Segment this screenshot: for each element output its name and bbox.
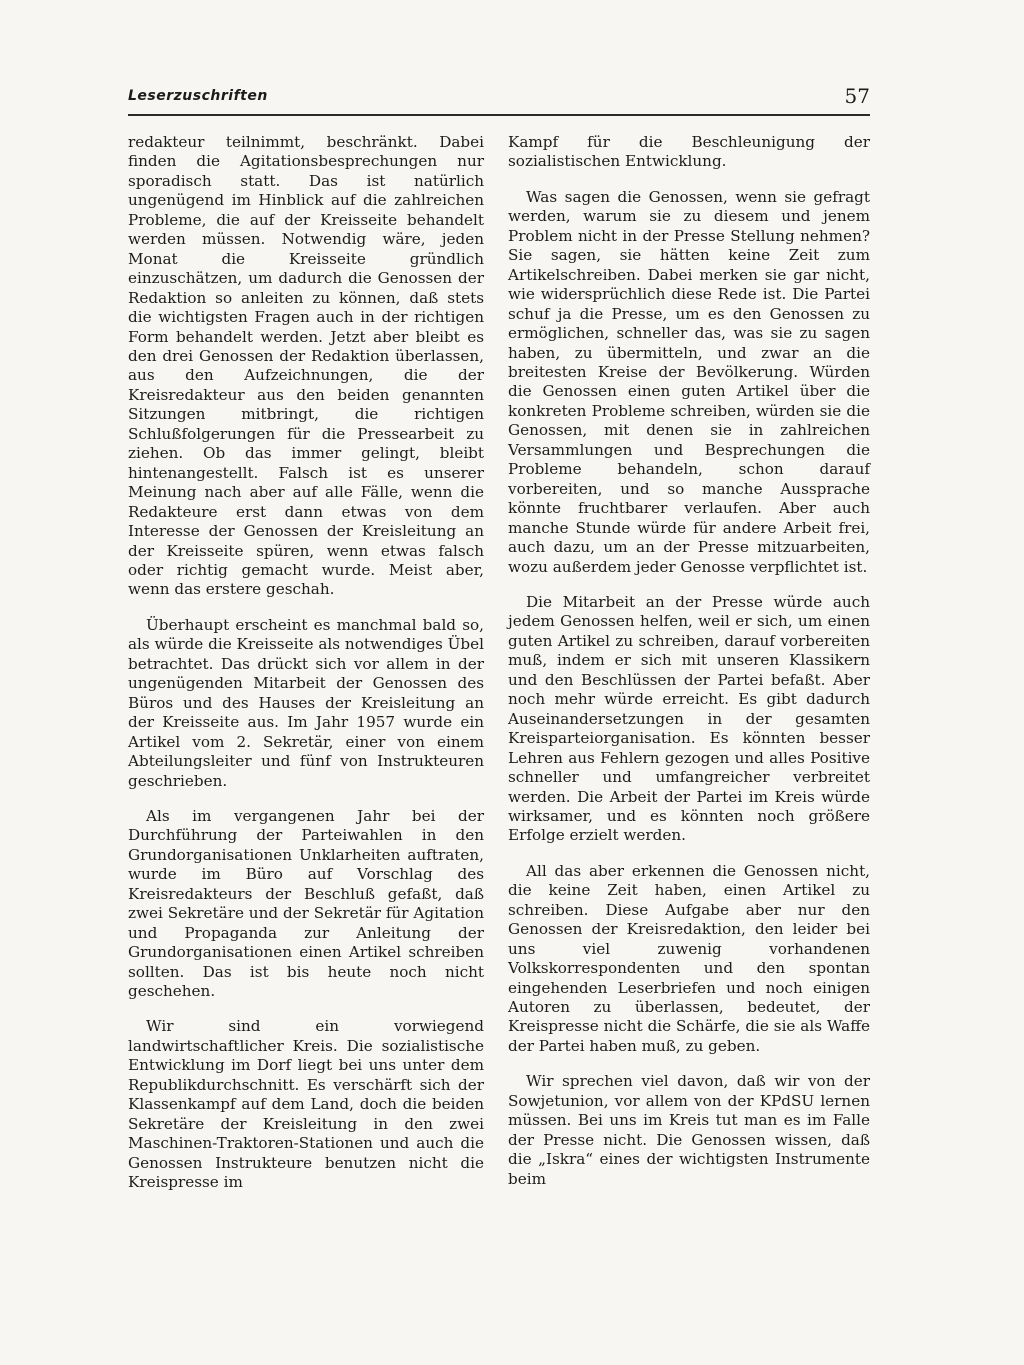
left-paragraph-1: redakteur teilnimmt, beschränkt. Dabei finden die Agitationsbesprechungen nur sporadisch statt. Das ist natürlich ungenügend im Hinblick auf die zahlreichen Probleme, die auf der Kreisseite behandelt werden müssen. Notwendig wäre, jeden Monat die Kreisseite gründlich einzuschätzen, um dadurch die Genossen der Redaktion so anleiten zu können, daß stets die wichtigsten Fragen auch in der richtigen Form behandelt werden. Jetzt aber bleibt es den drei Genossen der Redaktion überlassen, aus den Aufzeichnungen, die der Kreisredakteur aus den beiden genannten Sitzungen mitbringt, die richtigen Schlußfolgerungen für die Pressearbeit zu ziehen. Ob das immer gelingt, bleibt hintenangestellt. Falsch ist es unserer Meinung nach aber auf alle Fälle, wenn die Redakteure erst dann etwas von dem Interesse der Genossen der Kreisleitung an der Kreisseite spüren, wenn etwas falsch oder richtig gemacht wurde. Meist aber, wenn das erstere geschah. bbox=[128, 133, 484, 599]
running-title: Leserzuschriften bbox=[128, 88, 268, 104]
right-paragraph-4: All das aber erkennen die Genossen nicht, die keine Zeit haben, einen Artikel zu schreiben. Diese Aufgabe aber nur den Genossen der Kreisredaktion, den leider bei uns viel zuwenig vorhandenen Volkskorrespondenten und den spontan eingehenden Leserbriefen und noch einigen Autoren zu überlassen, bedeutet, der Kreispresse nicht die Schärfe, die sie als Waffe der Partei haben muß, zu geben. bbox=[508, 861, 870, 1055]
right-paragraph-1: Kampf für die Beschleunigung der sozialistischen Entwicklung. bbox=[508, 133, 870, 171]
left-paragraph-2: Überhaupt erscheint es manchmal bald so, als würde die Kreisseite als notwendiges Übel betrachtet. Das drückt sich vor allem in der ungenügenden Mitarbeit der Genossen des Büros und des Hauses der Kreisleitung an der Kreisseite aus. Im Jahr 1957 wurde ein Artikel vom 2. Sekretär, einer von einem Abteilungsleiter und fünf von Instrukteuren geschrieben. bbox=[128, 615, 484, 790]
header-rule bbox=[128, 114, 870, 116]
right-paragraph-5: Wir sprechen viel davon, daß wir von der Sowjetunion, vor allem von der KPdSU lernen müssen. Bei uns im Kreis tut man es im Falle der Presse nicht. Die Genossen wissen, daß die „Iskra“ eines der wichtigsten Instrumente beim bbox=[508, 1072, 870, 1188]
left-paragraph-3: Als im vergangenen Jahr bei der Durchführung der Parteiwahlen in den Grundorganisationen Unklarheiten auftraten, wurde im Büro auf Vorschlag des Kreisredakteurs der Beschluß gefaßt, daß zwei Sekretäre und der Sekretär für Agitation und Propaganda zur Anleitung der Grundorganisationen einen Artikel schreiben sollten. Das ist bis heute noch nicht geschehen. bbox=[128, 806, 484, 1001]
page-header bbox=[128, 84, 870, 114]
right-paragraph-3: Die Mitarbeit an der Presse würde auch jedem Genossen helfen, weil er sich, um einen guten Artikel zu schreiben, darauf vorbereiten muß, indem er sich mit unseren Klassikern und den Beschlüssen der Partei befaßt. Aber noch mehr würde erreicht. Es gibt dadurch Auseinandersetzungen in der gesamten Kreisparteiorganisation. Es könnten besser Lehren aus Fehlern gezogen und alles Positive schneller und umfangreicher verbreitet werden. Die Arbeit der Partei im Kreis würde wirksamer, und es könnten noch größere Erfolge erzielt werden. bbox=[508, 592, 870, 845]
page-number: 57 bbox=[844, 84, 870, 108]
right-column bbox=[508, 133, 870, 1189]
left-paragraph-4: Wir sind ein vorwiegend landwirtschaftlicher Kreis. Die sozialistische Entwicklung im Dorf liegt bei uns unter dem Republikdurchschnitt. Es verschärft sich der Klassenkampf auf dem Land, doch die beiden Sekretäre der Kreisleitung in den zwei Maschinen-Traktoren-Stationen und auch die Genossen Instrukteure benutzen nicht die Kreispresse im bbox=[128, 1017, 484, 1192]
left-column bbox=[128, 133, 484, 1193]
right-paragraph-2: Was sagen die Genossen, wenn sie gefragt werden, warum sie zu diesem und jenem Problem nicht in der Presse Stellung nehmen? Sie sagen, sie hätten keine Zeit zum Artikelschreiben. Dabei merken sie gar nicht, wie widersprüchlich diese Rede ist. Die Partei schuf ja die Presse, um es den Genossen zu ermöglichen, schneller das, was sie zu sagen haben, zu übermitteln, und zwar an die breitesten Kreise der Bevölkerung. Würden die Genossen einen guten Artikel über die konkreten Probleme schreiben, würden sie die Genossen, mit denen sie in zahlreichen Versammlungen und Besprechungen die Probleme behandeln, schon darauf vorbereiten, und so manche Aussprache könnte fruchtbarer verlaufen. Aber auch manche Stunde würde für andere Arbeit frei, auch dazu, um an der Presse mitzuarbeiten, wozu außerdem jeder Genosse verpflichtet ist. bbox=[508, 187, 870, 576]
